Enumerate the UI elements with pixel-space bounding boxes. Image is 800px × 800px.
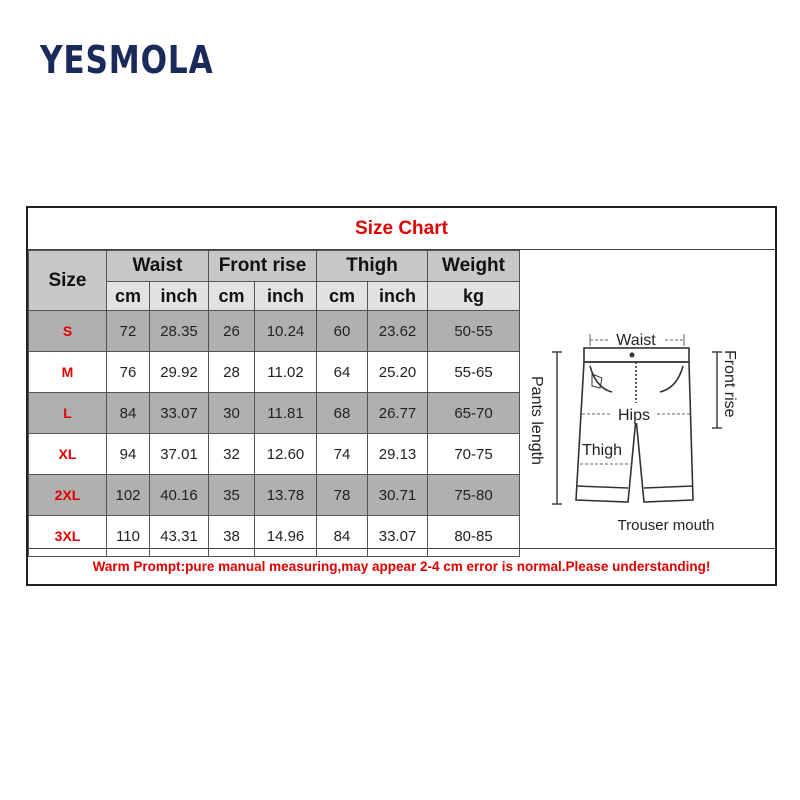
- table-cell-rise-in: 11.81: [255, 393, 317, 434]
- brand-logo: YESMOLA: [40, 38, 214, 82]
- table-cell-waist-cm: 94: [107, 434, 150, 475]
- unit-header: kg: [428, 282, 520, 311]
- table-cell-weight: 55-65: [428, 352, 520, 393]
- table-cell-rise-cm: 38: [209, 516, 255, 557]
- table-cell-thigh-cm: 78: [317, 475, 368, 516]
- size-label: S: [29, 311, 107, 352]
- table-cell-rise-cm: 28: [209, 352, 255, 393]
- unit-header: inch: [150, 282, 209, 311]
- table-cell-waist-cm: 76: [107, 352, 150, 393]
- table-cell-thigh-in: 26.77: [368, 393, 428, 434]
- table-row: [29, 311, 520, 352]
- warm-prompt: Warm Prompt:pure manual measuring,may appear 2-4 cm error is normal.Please understanding!: [28, 548, 775, 584]
- thigh-header: Thigh: [317, 251, 428, 282]
- button-icon: [630, 353, 635, 358]
- table-cell-thigh-cm: 60: [317, 311, 368, 352]
- table-cell-waist-in: 37.01: [150, 434, 209, 475]
- table-cell-weight: 65-70: [428, 393, 520, 434]
- table-cell-thigh-in: 29.13: [368, 434, 428, 475]
- table-row: [29, 475, 520, 516]
- table-cell-rise-cm: 35: [209, 475, 255, 516]
- table-cell-waist-in: 40.16: [150, 475, 209, 516]
- size-table: [28, 250, 520, 557]
- table-cell-weight: 80-85: [428, 516, 520, 557]
- table-cell-rise-cm: 32: [209, 434, 255, 475]
- size-label: 3XL: [29, 516, 107, 557]
- table-row: [29, 352, 520, 393]
- table-cell-thigh-in: 23.62: [368, 311, 428, 352]
- weight-header: Weight: [428, 251, 520, 282]
- waist-header: Waist: [107, 251, 209, 282]
- table-cell-rise-in: 14.96: [255, 516, 317, 557]
- table-row: [29, 393, 520, 434]
- group-header-row: [29, 251, 520, 282]
- size-column-header: Size: [29, 251, 107, 311]
- table-cell-thigh-cm: 68: [317, 393, 368, 434]
- size-label: L: [29, 393, 107, 434]
- table-cell-weight: 75-80: [428, 475, 520, 516]
- table-cell-thigh-cm: 74: [317, 434, 368, 475]
- table-cell-waist-in: 28.35: [150, 311, 209, 352]
- table-cell-thigh-in: 33.07: [368, 516, 428, 557]
- table-cell-waist-cm: 102: [107, 475, 150, 516]
- shorts-outline: [576, 348, 693, 502]
- table-cell-rise-in: 13.78: [255, 475, 317, 516]
- unit-header: cm: [209, 282, 255, 311]
- table-row: [29, 434, 520, 475]
- table-cell-rise-in: 10.24: [255, 311, 317, 352]
- hips-label: Hips: [617, 407, 651, 424]
- table-cell-thigh-cm: 64: [317, 352, 368, 393]
- table-cell-waist-in: 43.31: [150, 516, 209, 557]
- table-cell-waist-cm: 84: [107, 393, 150, 434]
- unit-header: inch: [255, 282, 317, 311]
- table-cell-waist-in: 33.07: [150, 393, 209, 434]
- unit-header: cm: [317, 282, 368, 311]
- size-chart: [26, 206, 777, 586]
- pants-length-label: Pants length: [528, 376, 545, 465]
- table-cell-thigh-cm: 84: [317, 516, 368, 557]
- waist-label: Waist: [616, 332, 656, 349]
- table-cell-rise-cm: 26: [209, 311, 255, 352]
- trouser-mouth-label: Trouser mouth: [617, 517, 715, 534]
- table-cell-waist-cm: 72: [107, 311, 150, 352]
- thigh-label: Thigh: [582, 442, 623, 459]
- table-cell-waist-cm: 110: [107, 516, 150, 557]
- chart-title: Size Chart: [28, 208, 775, 250]
- unit-header: inch: [368, 282, 428, 311]
- size-label: 2XL: [29, 475, 107, 516]
- measurement-diagram: [519, 250, 775, 548]
- table-cell-rise-in: 12.60: [255, 434, 317, 475]
- shorts-diagram: [520, 250, 774, 548]
- table-cell-weight: 50-55: [428, 311, 520, 352]
- table-cell-weight: 70-75: [428, 434, 520, 475]
- table-cell-thigh-in: 30.71: [368, 475, 428, 516]
- table-cell-rise-cm: 30: [209, 393, 255, 434]
- front-rise-header: Front rise: [209, 251, 317, 282]
- table-cell-waist-in: 29.92: [150, 352, 209, 393]
- front-rise-label: Front rise: [721, 350, 738, 418]
- size-label: M: [29, 352, 107, 393]
- size-label: XL: [29, 434, 107, 475]
- table-cell-rise-in: 11.02: [255, 352, 317, 393]
- table-cell-thigh-in: 25.20: [368, 352, 428, 393]
- unit-header: cm: [107, 282, 150, 311]
